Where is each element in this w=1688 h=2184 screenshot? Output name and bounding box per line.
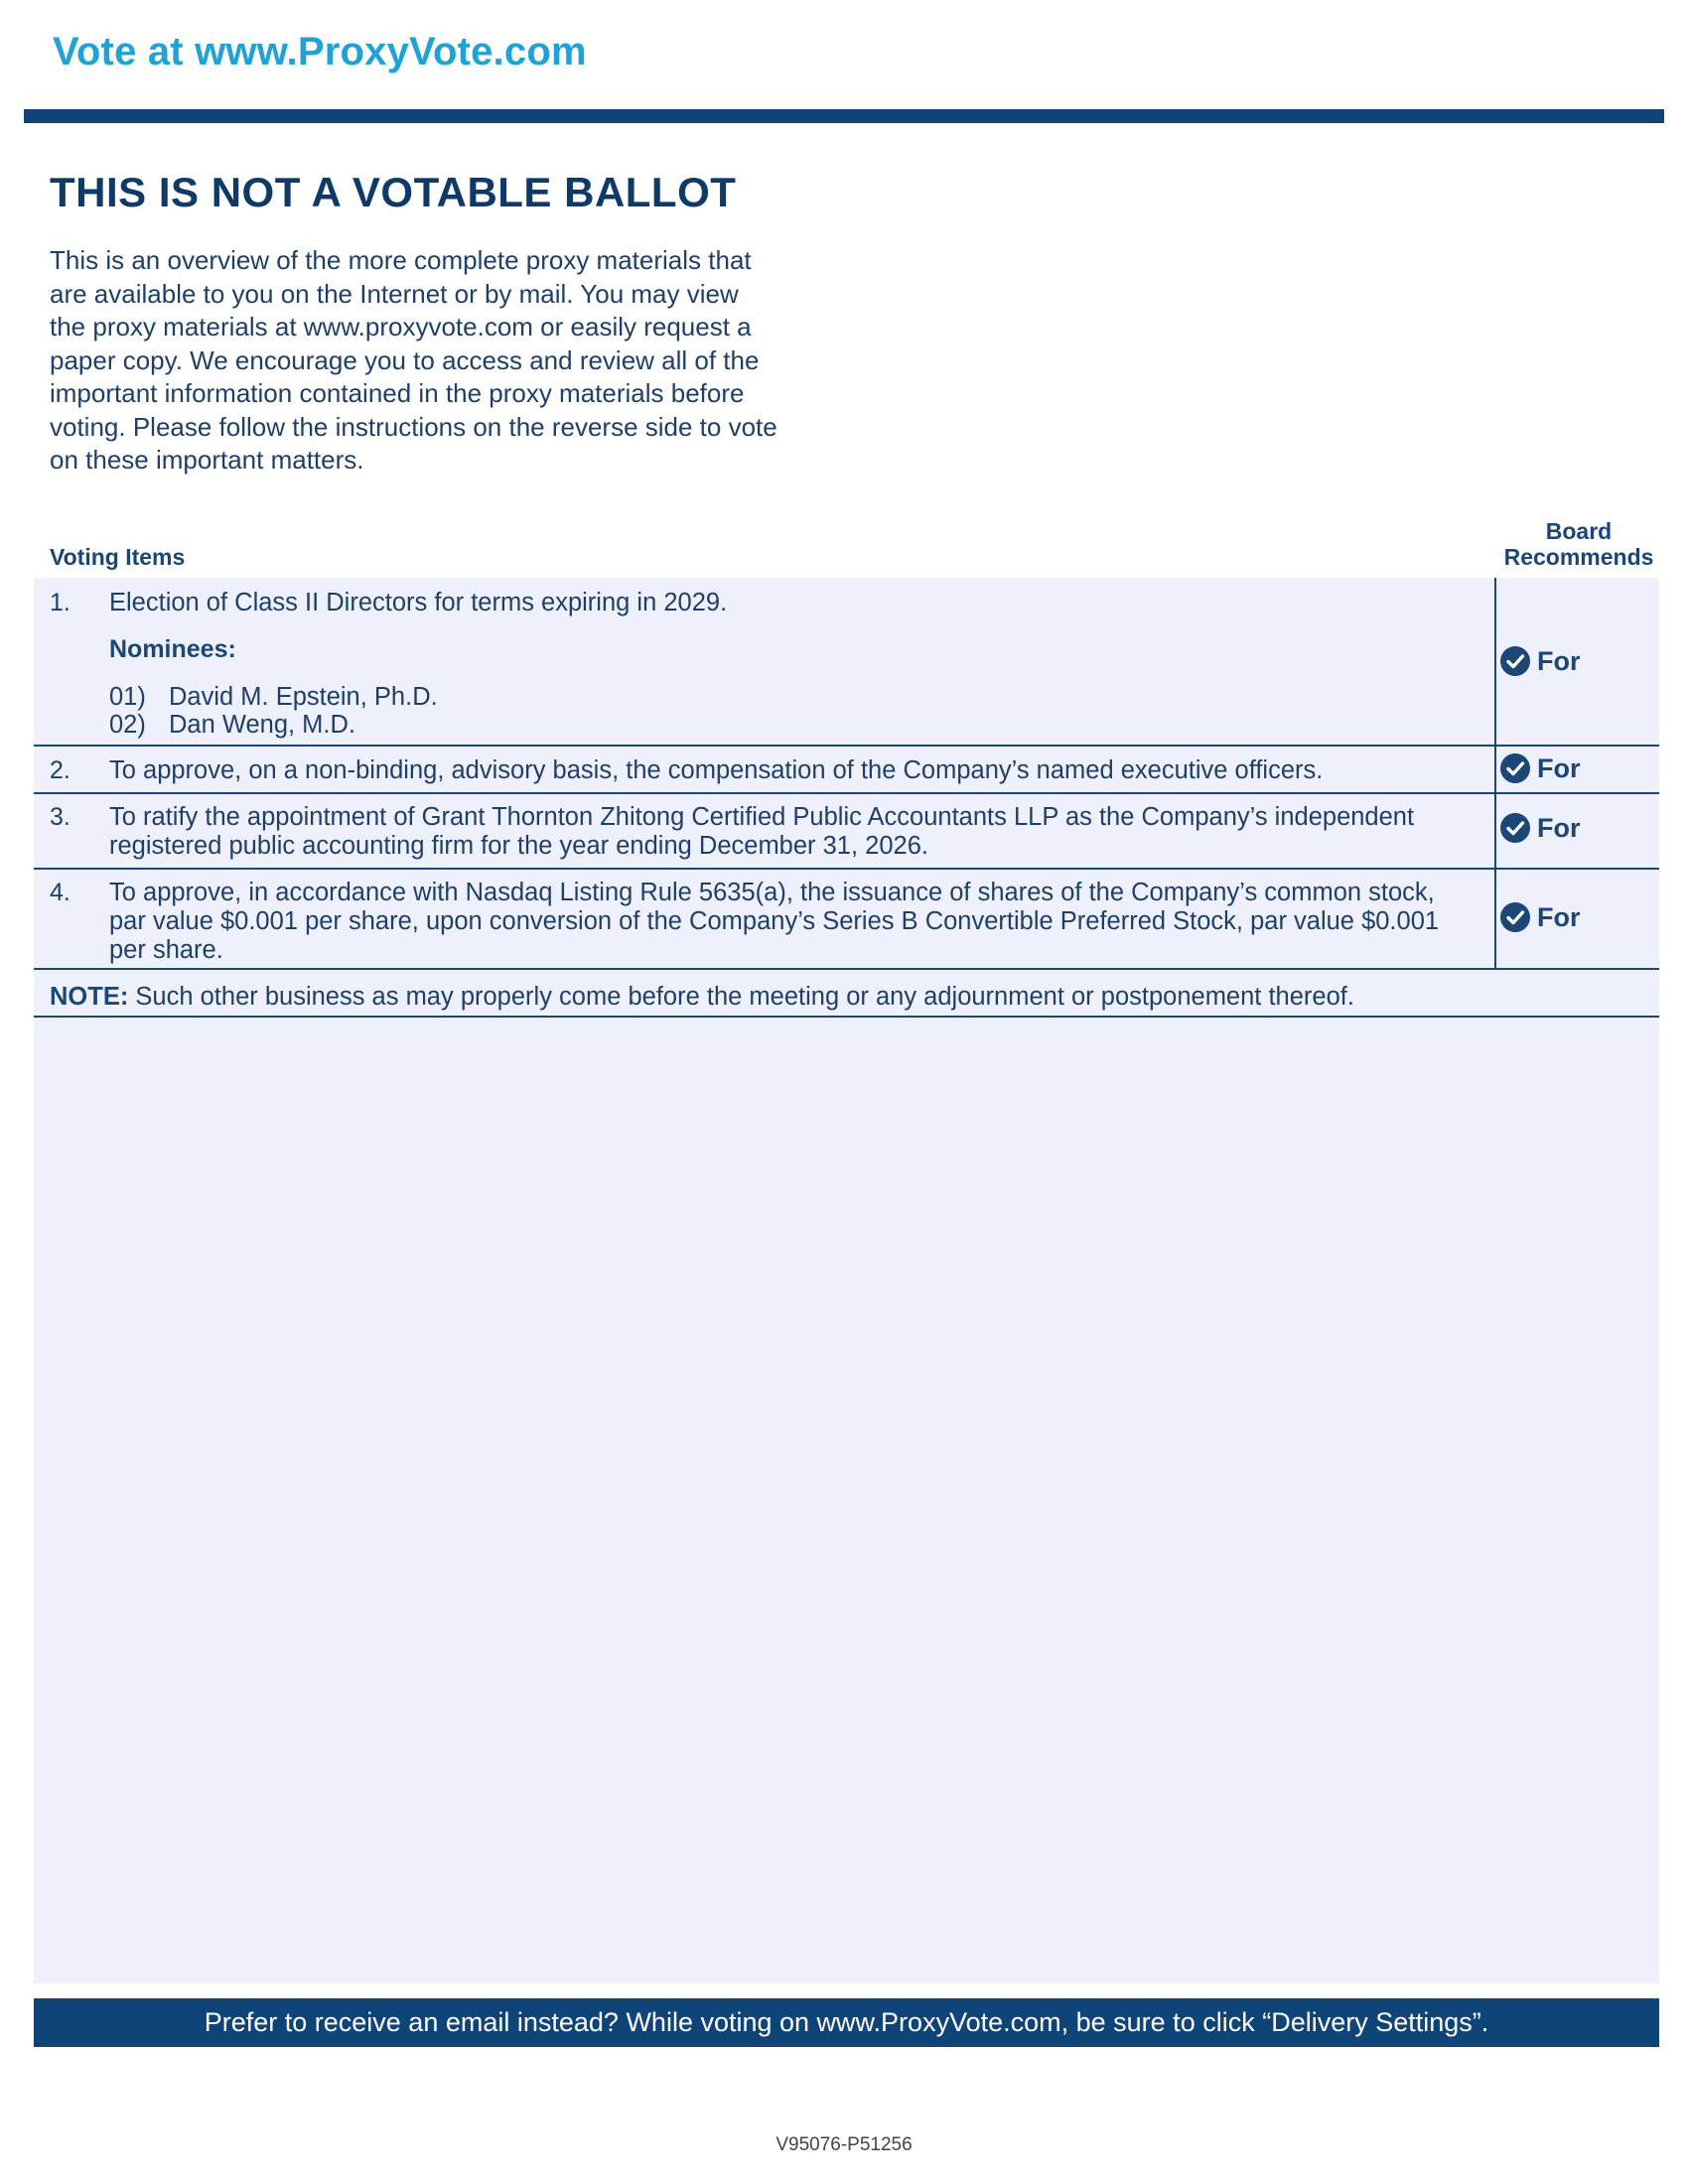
recommendation-label: For (1537, 901, 1581, 932)
header-rule (24, 109, 1664, 123)
board-header-line: Board (1545, 518, 1613, 544)
item-number: 1. (50, 589, 70, 616)
item-text (109, 803, 1489, 861)
board-recommends-header (1489, 518, 1668, 570)
nominee-code: 02) (109, 711, 146, 739)
item-text-line: registered public accounting firm for the year ending December 31, 2026. (109, 832, 928, 860)
intro-line: important information contained in the proxy materials before (50, 378, 745, 408)
voting-items-header: Voting Items (50, 544, 186, 570)
recommendation-label: For (1537, 812, 1581, 843)
item-number: 4. (50, 879, 70, 906)
nominees-label: Nominees: (109, 635, 236, 663)
check-circle-icon (1499, 645, 1531, 677)
item-text-line: To approve, in accordance with Nasdaq Listing Rule 5635(a), the issuance of shares of the Company’s common stock, (109, 879, 1435, 906)
board-header-line: Recommends (1503, 544, 1654, 570)
nominee-code: 01) (109, 683, 146, 711)
nominee-name: David M. Epstein, Ph.D. (169, 683, 438, 711)
page-title: THIS IS NOT A VOTABLE BALLOT (50, 169, 737, 215)
intro-line: This is an overview of the more complete proxy materials that (50, 245, 752, 275)
check-circle-icon (1499, 901, 1531, 933)
intro-line: voting. Please follow the instructions on the reverse side to vote (50, 411, 777, 442)
note-text: Such other business as may properly come before the meeting or any adjournment or postponement thereof. (128, 983, 1354, 1011)
item-text-line: per share. (109, 936, 223, 964)
intro-line: on these important matters. (50, 445, 364, 475)
intro-line: are available to you on the Internet or by mail. You may view (50, 278, 739, 309)
note (50, 983, 1354, 1012)
intro-paragraph (50, 244, 844, 478)
nominee-name: Dan Weng, M.D. (169, 711, 356, 739)
recommendation (1499, 812, 1581, 844)
check-circle-icon (1499, 752, 1531, 784)
recommendation (1499, 901, 1581, 933)
note-label: NOTE: (50, 983, 129, 1011)
check-circle-icon (1499, 812, 1531, 844)
item-text-line: par value $0.001 per share, upon conversion of the Company’s Series B Convertible Preferred Stock, par value $0.001 (109, 907, 1440, 935)
proxyvote-link[interactable]: Vote at www.ProxyVote.com (53, 30, 587, 73)
email-delivery-banner: Prefer to receive an email instead? While voting on www.ProxyVote.com, be sure to click “Delivery Settings”. (34, 1998, 1659, 2047)
document-id: V95076-P51256 (775, 2134, 913, 2155)
recommendation (1499, 752, 1581, 784)
item-text: Election of Class II Directors for terms expiring in 2029. (109, 589, 728, 616)
recommendation-label: For (1537, 752, 1581, 783)
intro-line: paper copy. We encourage you to access and review all of the (50, 344, 760, 375)
row-divider (34, 868, 1659, 870)
recommendation (1499, 645, 1581, 677)
row-divider (34, 1016, 1659, 1018)
row-divider (34, 792, 1659, 794)
item-text-line: To ratify the appointment of Grant Thornton Zhitong Certified Public Accountants LLP as the Company’s independent (109, 803, 1415, 831)
recommendation-label: For (1537, 645, 1581, 676)
intro-line: the proxy materials at www.proxyvote.com or easily request a (50, 312, 752, 341)
item-number: 2. (50, 756, 70, 784)
row-divider (34, 745, 1659, 747)
item-number: 3. (50, 803, 70, 831)
item-text (109, 879, 1489, 965)
column-divider (1494, 578, 1496, 970)
item-text: To approve, on a non-binding, advisory basis, the compensation of the Company’s named executive officers. (109, 756, 1324, 784)
voting-panel (34, 578, 1659, 1983)
row-divider (34, 968, 1659, 970)
